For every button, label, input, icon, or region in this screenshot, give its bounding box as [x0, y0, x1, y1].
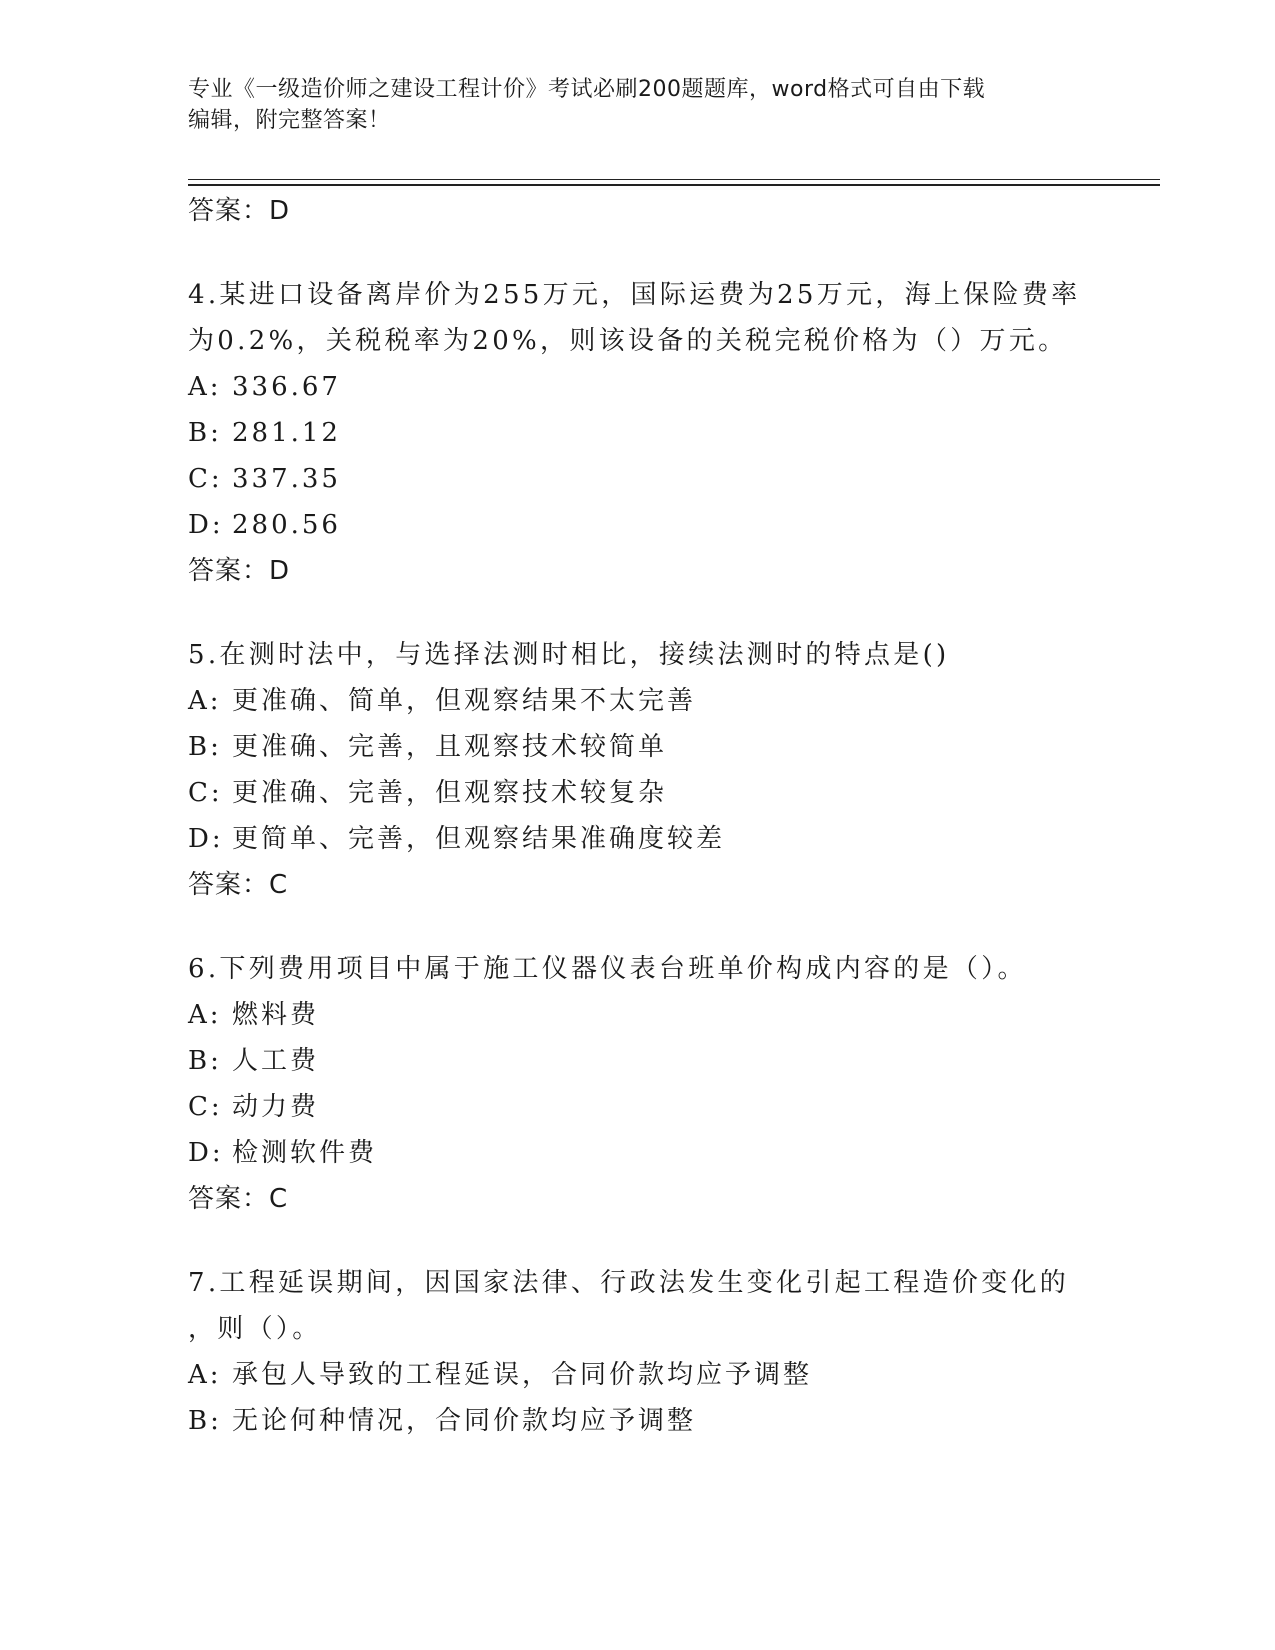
option-item: [188, 1084, 1088, 1130]
option-item: [188, 678, 1088, 724]
option-text: 无论何种情况，合同价款均应予调整: [232, 1406, 697, 1436]
option-item: [188, 816, 1088, 862]
option-key: B:: [188, 732, 222, 762]
header-rule-thin: [188, 179, 1160, 180]
question-block: [188, 946, 1088, 1222]
option-item: [188, 456, 1088, 502]
option-text: 检测软件费: [232, 1138, 378, 1168]
option-text: 燃料费: [232, 1000, 320, 1030]
answer-line: 答案：C: [188, 870, 289, 900]
option-text: 281.12: [232, 418, 341, 448]
option-item: [188, 1038, 1088, 1084]
option-item: [188, 770, 1088, 816]
option-key: B:: [188, 1406, 222, 1436]
option-key: D:: [188, 824, 224, 854]
option-text: 承包人导致的工程延误，合同价款均应予调整: [232, 1360, 813, 1390]
option-key: A:: [188, 1360, 222, 1390]
option-item: [188, 1130, 1088, 1176]
option-text: 动力费: [232, 1092, 320, 1122]
question-text-line: 5.在测时法中，与选择法测时相比，接续法测时的特点是(): [188, 640, 950, 670]
page-header: [188, 74, 1088, 136]
header-line-2: 编辑，附完整答案！: [188, 108, 391, 133]
option-text: 更准确、完善，且观察技术较简单: [232, 732, 668, 762]
question-block: [188, 632, 1088, 908]
option-key: C:: [188, 1092, 223, 1122]
option-item: [188, 502, 1088, 548]
option-text: 337.35: [232, 464, 341, 494]
option-key: C:: [188, 778, 223, 808]
answer-line: 答案：D: [188, 556, 291, 586]
option-item: [188, 1398, 1088, 1444]
option-text: 人工费: [232, 1046, 320, 1076]
answer-line: 答案：C: [188, 1184, 289, 1214]
option-text: 更简单、完善，但观察结果准确度较差: [232, 824, 726, 854]
option-key: B:: [188, 1046, 222, 1076]
option-text: 280.56: [232, 510, 341, 540]
question-text-line: ，则（）。: [188, 1314, 322, 1344]
option-key: D:: [188, 510, 224, 540]
question-text-line: 4.某进口设备离岸价为255万元，国际运费为25万元，海上保险费率: [188, 280, 1081, 310]
option-key: D:: [188, 1138, 224, 1168]
option-key: B:: [188, 418, 222, 448]
option-item: [188, 410, 1088, 456]
option-text: 336.67: [232, 372, 341, 402]
page-content: [188, 188, 1088, 1444]
option-key: A:: [188, 1000, 222, 1030]
option-item: [188, 1352, 1088, 1398]
option-text: 更准确、简单，但观察结果不太完善: [232, 686, 697, 716]
answer-line: 答案：D: [188, 196, 291, 226]
question-text-line: 7.工程延误期间，因国家法律、行政法发生变化引起工程造价变化的: [188, 1268, 1070, 1298]
option-key: C:: [188, 464, 223, 494]
option-text: 更准确、完善，但观察技术较复杂: [232, 778, 668, 808]
option-item: [188, 992, 1088, 1038]
option-item: [188, 724, 1088, 770]
question-text-line: 为0.2%，关税税率为20%，则该设备的关税完税价格为（）万元。: [188, 326, 1068, 356]
option-item: [188, 364, 1088, 410]
option-key: A:: [188, 686, 222, 716]
question-text-line: 6.下列费用项目中属于施工仪器仪表台班单价构成内容的是（）。: [188, 954, 1027, 984]
question-block: [188, 272, 1088, 594]
option-key: A:: [188, 372, 222, 402]
header-line-1: 专业《一级造价师之建设工程计价》考试必刷200题题库，word格式可自由下载: [188, 77, 986, 102]
question-block: [188, 1260, 1088, 1444]
header-rule-thick: [188, 184, 1160, 186]
